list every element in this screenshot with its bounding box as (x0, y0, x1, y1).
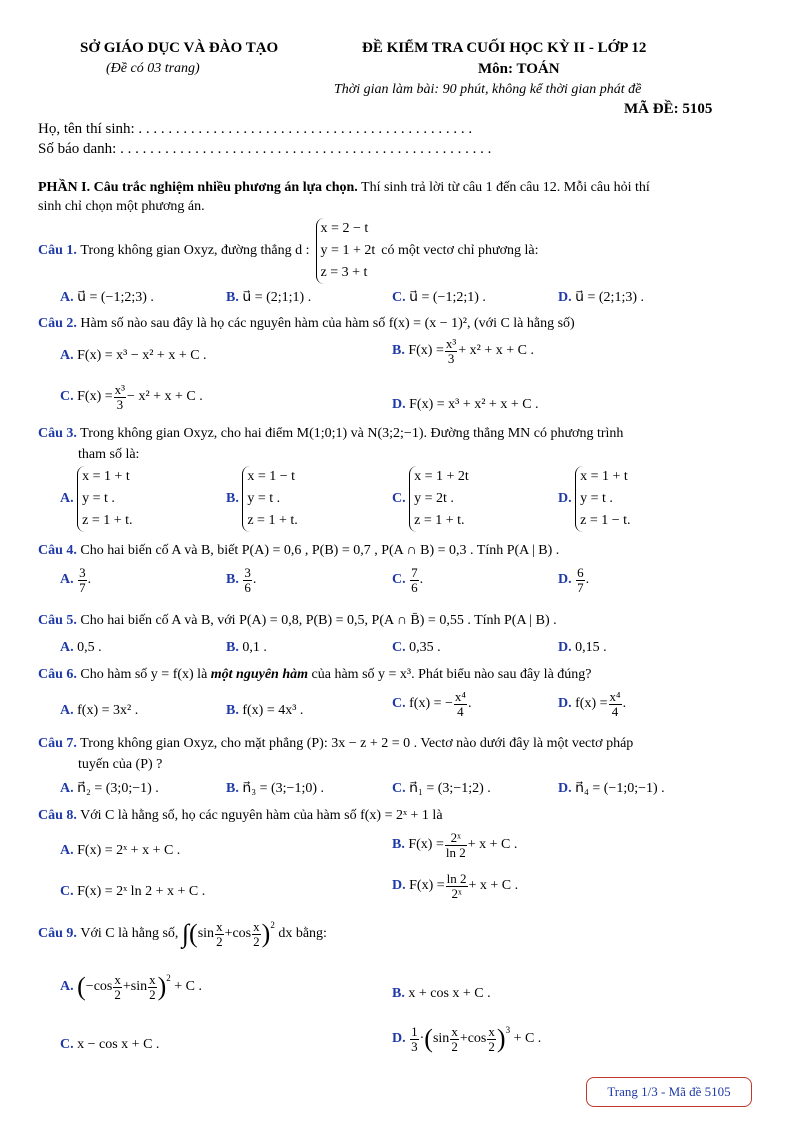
option-letter: B. (392, 986, 405, 1001)
q3-option-c[interactable] (392, 466, 469, 532)
option-text: + C . (174, 979, 203, 995)
option-text: u⃗ = (−1;2;1) . (409, 290, 486, 305)
org-name: SỞ GIÁO DỤC VÀ ĐÀO TẠO (80, 40, 279, 56)
q1-option-a[interactable] (60, 289, 154, 306)
q8-option-a[interactable] (60, 843, 180, 859)
student-id-dots: . . . . . . . . . . . . . . . . . . . . . . . . . . . . . . . . . . . . . . . . . . . . . . . . . . (120, 141, 492, 157)
part1-heading (38, 180, 650, 196)
system: x = 1 + t y = t . z = 1 − t. (575, 466, 630, 532)
paren-close: ) (496, 1024, 506, 1054)
question-8 (38, 808, 443, 824)
neg-cos: −cos (85, 979, 113, 995)
question-1-label: Câu 1. (38, 243, 77, 258)
fraction: $\frac{\text{x³}}{3}$ (114, 382, 126, 412)
q2-option-a[interactable] (60, 348, 207, 364)
part1-title: PHẦN I. Câu trắc nghiệm nhiều phương án lựa chọn. (38, 180, 358, 195)
question-7-text-b: tuyến của (P) ? (78, 757, 163, 772)
question-2 (38, 316, 575, 332)
q8-option-b[interactable] (392, 831, 517, 859)
q8-option-c[interactable] (60, 884, 205, 900)
option-letter: C. (392, 572, 406, 588)
q6-option-a[interactable] (60, 703, 138, 719)
q9-option-a[interactable]: A. ( −cos $\frac{x}{2}$ + sin $\frac{x}{2}$ ) $^2$ + C . (60, 972, 203, 1002)
option-letter: D. (558, 640, 572, 655)
option-text: f(x) = − (409, 696, 453, 712)
question-3 (38, 426, 623, 442)
q1-option-b[interactable] (226, 289, 311, 306)
question-5-text: Cho hai biến cố A và B, với P(A) = 0,8, P(B) = 0,5, P(A ∩ B̄) = 0,55 . Tính P(A | B) . (80, 613, 557, 628)
option-text: x − cos x + C . (77, 1037, 160, 1052)
question-9-label: Câu 9. (38, 926, 77, 942)
sin: sin (432, 1031, 450, 1047)
student-id-label: Số báo danh: (38, 141, 117, 157)
option-letter: B. (226, 491, 239, 506)
option-letter: B. (392, 837, 405, 853)
question-7-text-a: Trong không gian Oxyz, cho mặt phẳng (P): 3x − z + 2 = 0 . Vectơ nào dưới đây là một vectơ pháp (80, 736, 634, 751)
fraction: $\frac{\text{2ˣ}}{\ln 2}$ (445, 830, 466, 860)
student-name-dots: . . . . . . . . . . . . . . . . . . . . . . . . . . . . . . . . . . . . . . . . . . . . . (138, 121, 473, 137)
question-8-label: Câu 8. (38, 808, 77, 823)
option-text: 0,35 . (409, 640, 441, 655)
sys-row: x = 2 − t (320, 221, 369, 236)
page-footer-badge: Trang 1/3 - Mã đề 5105 (586, 1077, 752, 1107)
option-text: + x + C . (467, 837, 518, 853)
option-letter: D. (558, 696, 572, 712)
option-letter: A. (60, 640, 74, 655)
option-text: f(x) = 4x³ . (242, 703, 304, 718)
part1-intro-b: sinh chỉ chọn một phương án. (38, 199, 205, 214)
question-8-text: Với C là hằng số, họ các nguyên hàm của hàm số f(x) = 2ˣ + 1 là (80, 808, 443, 823)
fraction: $\frac{6}{7}$ (577, 565, 584, 595)
option-text: F(x) = (409, 878, 445, 894)
exam-title: ĐỀ KIỂM TRA CUỐI HỌC KỲ II - LỚP 12 (362, 40, 647, 56)
question-2-text: Hàm số nào sau đây là họ các nguyên hàm của hàm số f(x) = (x − 1)², (với C là hằng số) (80, 316, 575, 331)
fraction: $\frac{x}{2}$ (488, 1024, 495, 1054)
cos: cos (232, 926, 252, 942)
paren-open: ( (189, 919, 198, 949)
option-letter: C. (392, 696, 406, 712)
question-6 (38, 667, 592, 683)
option-text: u⃗ = (2;1;3) . (575, 290, 644, 305)
option-text: + x² + x + C . (458, 343, 534, 359)
option-text: n⃗₄ = (−1;0;−1) . (575, 781, 665, 796)
fraction: $\frac{x}{2}$ (451, 1024, 458, 1054)
pages-note: (Đề có 03 trang) (106, 61, 200, 76)
q5-option-c[interactable] (392, 640, 441, 656)
system: x = 1 + 2t y = 2t . z = 1 + t. (409, 466, 469, 532)
q5-option-b[interactable] (226, 640, 267, 656)
option-text: + C . (513, 1031, 542, 1047)
q4-option-b[interactable]: B. $\frac{3}{6}$ . (226, 565, 257, 595)
time-note: Thời gian làm bài: 90 phút, không kể thời gian phát đề (334, 82, 642, 97)
option-text: + x + C . (468, 878, 519, 894)
exponent: 2 (166, 973, 171, 983)
q6-option-b[interactable] (226, 703, 303, 719)
question-4-text: Cho hai biến cố A và B, biết P(A) = 0,6 , P(B) = 0,7 , P(A ∩ B) = 0,3 . Tính P(A | B) . (80, 543, 560, 558)
paren-open: ( (424, 1024, 433, 1054)
question-1-text-a: Trong không gian Oxyz, đường thẳng d : (80, 243, 310, 258)
student-name-label: Họ, tên thí sinh: (38, 121, 135, 137)
fraction: $\frac{\text{x³}}{3}$ (445, 336, 457, 366)
option-letter: D. (392, 397, 406, 412)
q4-option-c[interactable]: C. $\frac{7}{6}$ . (392, 565, 424, 595)
q6-option-c[interactable]: C. f(x) = − $\frac{\text{x⁴}}{4}$ . (392, 689, 472, 719)
q1-option-c[interactable] (392, 289, 486, 306)
option-text: n⃗₁ = (3;−1;2) . (409, 781, 491, 796)
paren-open: ( (77, 972, 86, 1002)
option-letter: B. (392, 343, 405, 359)
option-text: F(x) = (77, 389, 113, 405)
option-letter: C. (392, 781, 406, 796)
option-letter: B. (226, 572, 239, 588)
cos: cos (467, 1031, 487, 1047)
option-text: 0,5 . (77, 640, 102, 655)
system: x = 1 + t y = t . z = 1 + t. (77, 466, 132, 532)
option-letter: D. (392, 878, 406, 894)
fraction: $\frac{x}{2}$ (149, 972, 156, 1002)
option-letter: A. (60, 979, 74, 995)
option-letter: B. (226, 703, 239, 718)
option-letter: D. (558, 572, 572, 588)
integral-sign: ∫ (181, 919, 190, 949)
option-text: F(x) = 2ˣ ln 2 + x + C . (77, 884, 206, 899)
fraction: $\frac{x}{2}$ (253, 919, 260, 949)
sin: sin (130, 979, 148, 995)
q3-option-a[interactable] (60, 466, 133, 532)
question-3-label: Câu 3. (38, 426, 77, 441)
option-letter: B. (226, 640, 239, 655)
question-5 (38, 613, 557, 629)
option-letter: D. (392, 1031, 406, 1047)
option-letter: C. (392, 640, 406, 655)
exponent: 2 (270, 920, 275, 930)
q9-option-d[interactable]: D. $\frac{1}{3}$ · ( sin $\frac{x}{2}$ + cos $\frac{x}{2}$ ) $^3$ + C . (392, 1024, 542, 1054)
q7-option-d[interactable] (558, 780, 665, 797)
option-text: F(x) = (408, 837, 444, 853)
option-text: u⃗ = (2;1;1) . (242, 290, 312, 305)
q8-option-d[interactable] (392, 872, 518, 900)
question-9-text-a: Với C là hằng số, (80, 926, 179, 942)
option-letter: C. (60, 1037, 74, 1052)
option-letter: B. (226, 290, 239, 305)
question-7 (38, 736, 633, 752)
q4-option-d[interactable]: D. $\frac{6}{7}$ . (558, 565, 590, 595)
option-letter: C. (392, 491, 406, 506)
option-letter: A. (60, 572, 74, 588)
question-1-text-b: có một vectơ chỉ phương là: (381, 243, 539, 258)
fraction: $\frac{x}{2}$ (114, 972, 121, 1002)
option-text: f(x) = (575, 696, 608, 712)
option-letter: D. (558, 491, 572, 506)
option-letter: C. (60, 884, 74, 899)
q2-option-d[interactable] (392, 397, 539, 413)
q2-option-b[interactable] (392, 337, 534, 365)
option-text: 0,1 . (242, 640, 267, 655)
option-letter: A. (60, 348, 74, 363)
q7-option-a[interactable] (60, 780, 159, 797)
option-text: n⃗₃ = (3;−1;0) . (242, 781, 324, 796)
q9-option-b[interactable] (392, 986, 491, 1002)
q1-option-d[interactable] (558, 289, 644, 306)
q7-option-c[interactable] (392, 780, 491, 797)
q4-option-a[interactable]: A. $\frac{3}{7}$ . (60, 565, 92, 595)
option-letter: C. (392, 290, 406, 305)
student-name-line[interactable] (38, 121, 472, 138)
option-text: F(x) = x³ − x² + x + C . (77, 348, 207, 363)
q3-option-d[interactable] (558, 466, 631, 532)
question-3-text-b: tham số là: (78, 447, 140, 462)
exam-code: MÃ ĐỀ: 5105 (624, 101, 713, 117)
fraction: $\frac{3}{7}$ (79, 565, 86, 595)
option-text: 0,15 . (575, 640, 607, 655)
q9-option-c[interactable] (60, 1037, 159, 1053)
option-text: n⃗₂ = (3;0;−1) . (77, 781, 159, 796)
option-letter: B. (226, 781, 239, 796)
option-letter: D. (558, 290, 572, 305)
part1-intro-a: Thí sinh trả lời từ câu 1 đến câu 12. Mỗi câu hỏi thí (357, 180, 650, 195)
question-9-text-b: dx bằng: (278, 926, 327, 942)
question-6-text-a: Cho hàm số y = f(x) là (80, 667, 211, 682)
question-6-label: Câu 6. (38, 667, 77, 682)
fraction: $\frac{3}{6}$ (244, 565, 251, 595)
option-letter: D. (558, 781, 572, 796)
option-text: F(x) = x³ + x² + x + C . (409, 397, 539, 412)
q5-option-d[interactable] (558, 640, 607, 656)
q6-option-d[interactable]: D. f(x) = $\frac{\text{x⁴}}{4}$ . (558, 689, 627, 719)
fraction: $\frac{\text{x⁴}}{4}$ (454, 689, 466, 719)
option-text: x + cos x + C . (408, 986, 491, 1001)
option-letter: A. (60, 290, 74, 305)
q5-option-a[interactable] (60, 640, 102, 656)
sys-row: z = 3 + t (320, 265, 368, 280)
question-1-system (316, 218, 376, 284)
option-text: − x² + x + C . (127, 389, 203, 405)
student-id-line[interactable] (38, 141, 491, 158)
subject: Môn: TOÁN (478, 61, 560, 77)
option-text: u⃗ = (−1;2;3) . (77, 290, 154, 305)
option-text: F(x) = (408, 343, 444, 359)
exponent: 3 (505, 1025, 511, 1035)
fraction: $\frac{7}{6}$ (411, 565, 418, 595)
system: x = 1 − t y = t . z = 1 + t. (242, 466, 297, 532)
fraction: $\frac{x}{2}$ (216, 919, 223, 949)
sys-row: y = 1 + 2t (320, 243, 376, 258)
question-6-emphasis: một nguyên hàm (210, 667, 309, 682)
sin: sin (197, 926, 215, 942)
option-letter: A. (60, 843, 74, 858)
q2-option-c[interactable] (60, 383, 203, 411)
question-7-label: Câu 7. (38, 736, 77, 751)
paren-close: ) (157, 972, 167, 1002)
option-letter: C. (60, 389, 74, 405)
question-3-text-a: Trong không gian Oxyz, cho hai điểm M(1;0;1) và N(3;2;−1). Đường thẳng MN có phương trình (80, 426, 624, 441)
q3-option-b[interactable] (226, 466, 298, 532)
paren-close: ) (261, 919, 271, 949)
question-9: Câu 9. Với C là hằng số, ∫ ( sin $\frac{x}{2}$ + cos $\frac{x}{2}$ ) $^2$ dx bằng: (38, 919, 327, 949)
fraction: $\frac{\text{x⁴}}{4}$ (609, 689, 621, 719)
fraction: $\frac{1}{3}$ (411, 1024, 418, 1054)
option-letter: A. (60, 781, 74, 796)
question-4 (38, 543, 559, 559)
question-5-label: Câu 5. (38, 613, 77, 628)
option-letter: A. (60, 491, 74, 506)
option-text: f(x) = 3x² . (77, 703, 139, 718)
question-6-text-b: của hàm số y = x³. Phát biểu nào sau đây là đúng? (308, 667, 592, 682)
option-text: F(x) = 2ˣ + x + C . (77, 843, 181, 858)
question-1 (38, 218, 539, 284)
question-2-label: Câu 2. (38, 316, 77, 331)
question-4-label: Câu 4. (38, 543, 77, 558)
q7-option-b[interactable] (226, 780, 324, 797)
fraction: $\frac{\ln 2}{\text{2ˣ}}$ (446, 871, 467, 901)
option-letter: A. (60, 703, 74, 718)
